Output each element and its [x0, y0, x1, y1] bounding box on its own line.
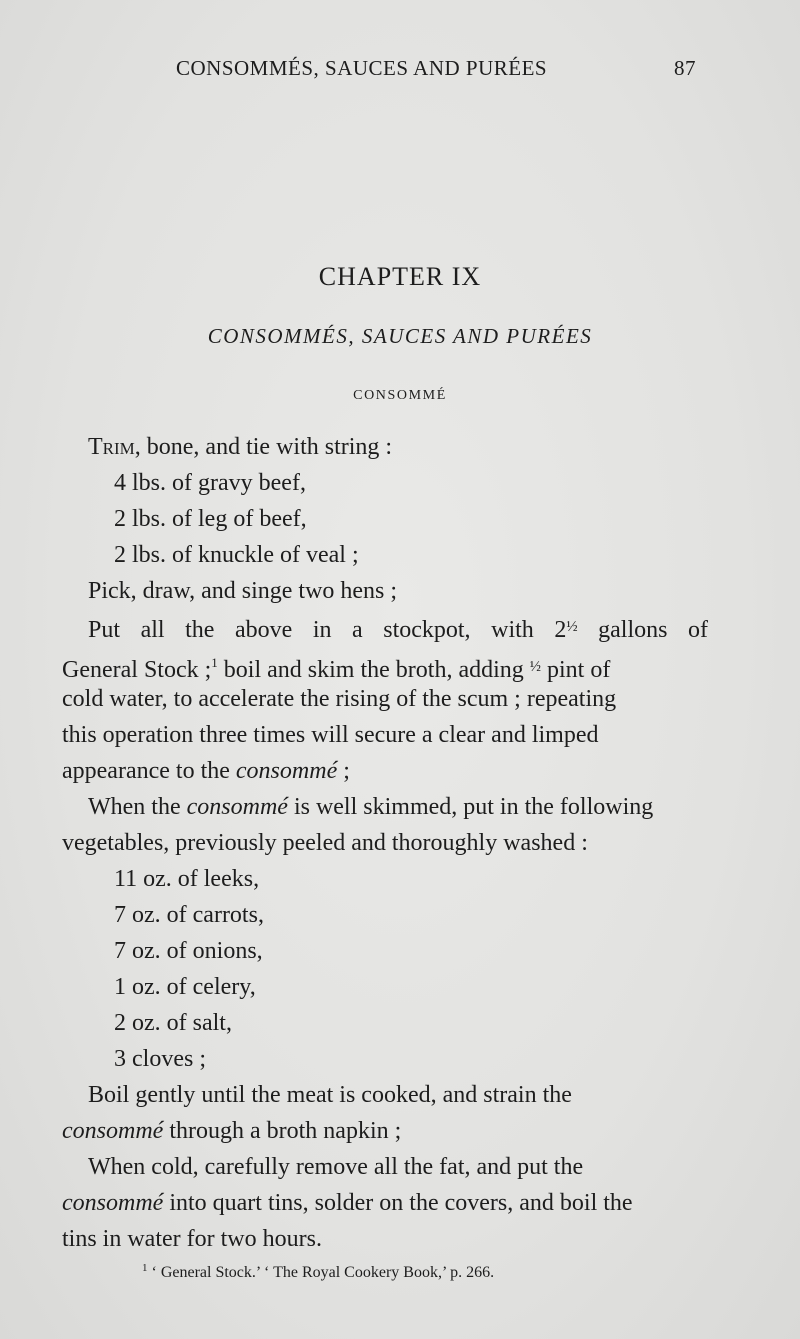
text-line	[62, 1186, 800, 1220]
ingredient-line: 7 oz. of onions,	[114, 938, 263, 964]
ingredient-line: 11 oz. of leeks,	[114, 866, 260, 892]
footnote-text: ‘ General Stock.’ ‘ The Royal Cookery Book,’ p. 266.	[151, 1264, 495, 1281]
text-span: Trim	[88, 434, 135, 460]
text-span: General Stock ;	[62, 657, 212, 683]
running-title: CONSOMMÉS, SAUCES AND PURÉES	[176, 56, 548, 80]
text-span: boil and skim the broth, adding	[217, 657, 530, 683]
text-line: tins in water for two hours.	[62, 1226, 322, 1252]
ingredient-line: 2 lbs. of knuckle of veal ;	[114, 542, 359, 568]
text-span: When the	[88, 794, 187, 820]
ingredient-line: 7 oz. of carrots,	[114, 902, 264, 928]
italic-term: consommé	[235, 758, 338, 784]
text-line: Pick, draw, and singe two hens ;	[88, 578, 398, 604]
text-line: Boil gently until the meat is cooked, and strain the	[88, 1082, 572, 1108]
text-span: is well skimmed, put in the following	[287, 794, 654, 820]
footnote-mark: 1	[142, 1262, 148, 1274]
ingredient-line: 1 oz. of celery,	[114, 974, 256, 1000]
italic-term: consommé	[186, 794, 288, 820]
ingredient-line: 2 lbs. of leg of beef,	[114, 506, 307, 532]
text-line: this operation three times will secure a clear and limped	[62, 722, 599, 748]
page-number: 87	[674, 56, 696, 80]
text-span: ;	[337, 758, 350, 784]
text-line	[62, 1114, 800, 1148]
text-line	[88, 610, 708, 644]
chapter-subtitle: CONSOMMÉS, SAUCES AND PURÉES	[207, 324, 593, 348]
text-span: through a broth napkin ;	[163, 1118, 402, 1144]
section-heading: CONSOMMÉ	[353, 388, 447, 403]
text-line	[62, 646, 708, 683]
chapter-title: CHAPTER IX	[318, 262, 482, 291]
text-line: vegetables, previously peeled and thoroughly washed :	[62, 830, 588, 856]
ingredient-line: 3 cloves ;	[114, 1046, 206, 1072]
text-span: pint of	[541, 657, 611, 683]
text-line: cold water, to accelerate the rising of the scum ; repeating	[62, 686, 617, 712]
fraction: ½	[566, 619, 578, 635]
text-span: appearance to the	[62, 758, 236, 784]
footnote	[142, 1262, 702, 1282]
text-span: Put all the above in a stockpot, with 2	[88, 617, 567, 643]
italic-term: consommé	[62, 1190, 164, 1216]
text-line	[62, 754, 800, 788]
italic-term: consommé	[62, 1118, 164, 1144]
text-line	[88, 430, 708, 464]
text-span: gallons of	[577, 617, 708, 643]
running-head	[176, 56, 696, 86]
fraction: ½	[529, 659, 542, 675]
ingredient-line: 2 oz. of salt,	[114, 1010, 232, 1036]
text-span: into quart tins, solder on the covers, and boil the	[163, 1190, 633, 1216]
footnote-mark: 1	[211, 655, 218, 670]
text-span: , bone, and tie with string :	[134, 434, 393, 460]
ingredient-line: 4 lbs. of gravy beef,	[114, 470, 306, 496]
text-line	[88, 790, 800, 824]
text-line: When cold, carefully remove all the fat, and put the	[88, 1154, 584, 1180]
